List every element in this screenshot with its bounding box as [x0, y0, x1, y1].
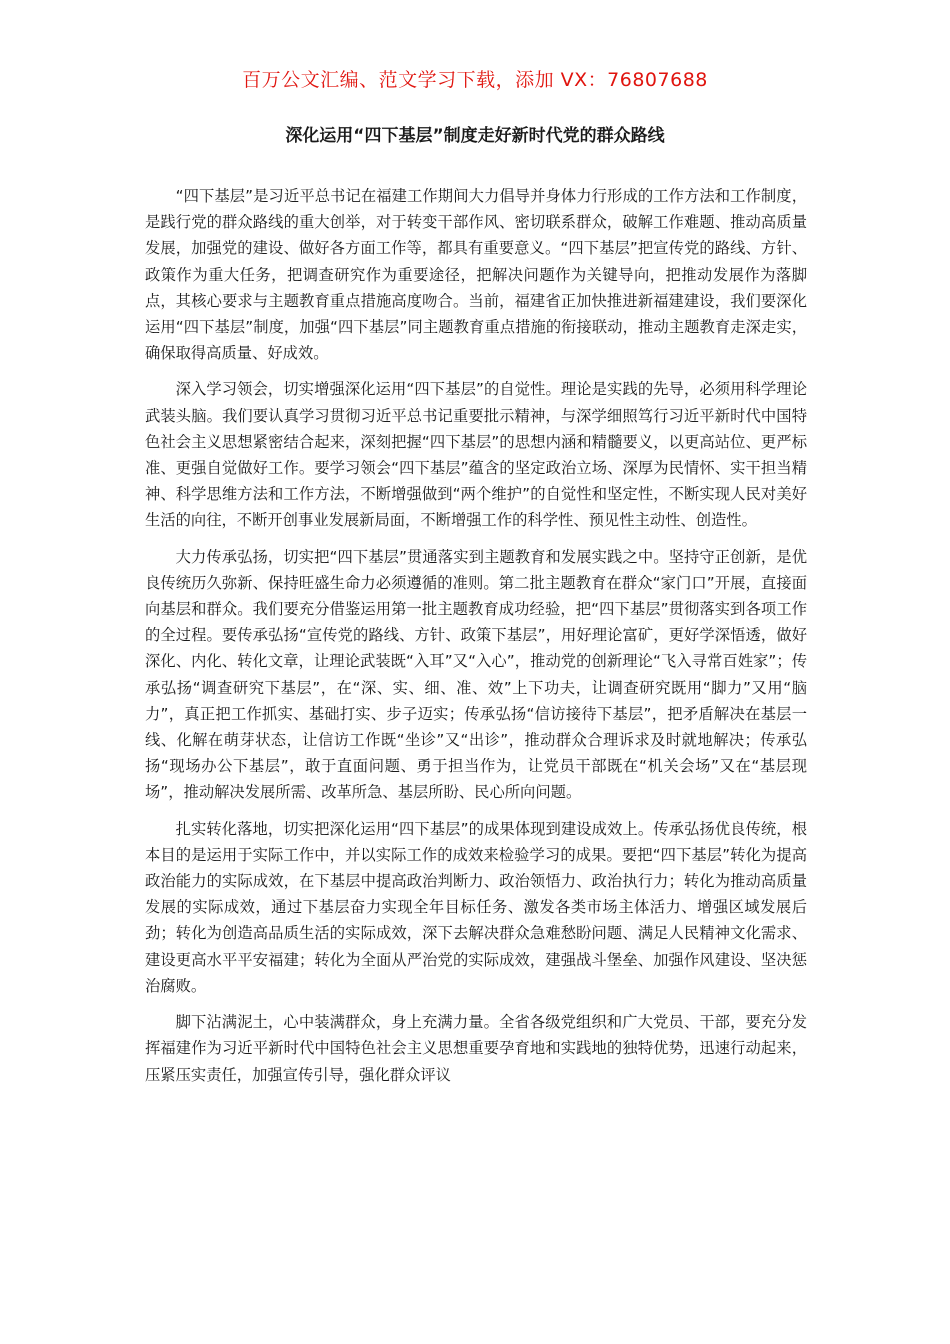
document-body	[145, 183, 807, 1098]
paragraph-5: 脚下沾满泥土，心中装满群众，身上充满力量。全省各级党组织和广大党员、干部，要充分发挥福建作为习近平新时代中国特色社会主义思想重要孕育地和实践地的独特优势，迅速行动起来，压紧压实责任，加强宣传引导，强化群众评议	[145, 1013, 807, 1084]
paragraph-1: “四下基层”是习近平总书记在福建工作期间大力倡导并身体力行形成的工作方法和工作制度，是践行党的群众路线的重大创举，对于转变干部作风、密切联系群众，破解工作难题、推动高质量发展，加强党的建设、做好各方面工作等，都具有重要意义。“四下基层”把宣传党的路线、方针、政策作为重大任务，把调查研究作为重要途径，把解决问题作为关键导向，把推动发展作为落脚点，其核心要求与主题教育重点措施高度吻合。当前，福建省正加快推进新福建建设，我们要深化运用“四下基层”制度，加强“四下基层”同主题教育重点措施的衔接联动，推动主题教育走深走实，确保取得高质量、好成效。	[145, 187, 807, 363]
header-banner: 百万公文汇编、范文学习下载，添加 VX：76807688	[242, 69, 708, 91]
document-title: 深化运用“四下基层”制度走好新时代党的群众路线	[285, 126, 665, 146]
paragraph-2: 深入学习领会，切实增强深化运用“四下基层”的自觉性。理论是实践的先导，必须用科学理论武装头脑。我们要认真学习贯彻习近平总书记重要批示精神，与深学细照笃行习近平新时代中国特色社会主义思想紧密结合起来，深刻把握“四下基层”的思想内涵和精髓要义，以更高站位、更严标准、更强自觉做好工作。要学习领会“四下基层”蕴含的坚定政治立场、深厚为民情怀、实干担当精神、科学思维方法和工作方法，不断增强做到“两个维护”的自觉性和坚定性，不断实现人民对美好生活的向往，不断开创事业发展新局面，不断增强工作的科学性、预见性主动性、创造性。	[145, 380, 807, 530]
paragraph-4: 扎实转化落地，切实把深化运用“四下基层”的成果体现到建设成效上。传承弘扬优良传统，根本目的是运用于实际工作中，并以实际工作的成效来检验学习的成果。要把“四下基层”转化为提高政治能力的实际成效，在下基层中提高政治判断力、政治领悟力、政治执行力；转化为推动高质量发展的实际成效，通过下基层奋力实现全年目标任务、激发各类市场主体活力、增强区域发展后劲；转化为创造高品质生活的实际成效，深下去解决群众急难愁盼问题、满足人民精神文化需求、建设更高水平平安福建；转化为全面从严治党的实际成效，建强战斗堡垒、加强作风建设、坚决惩治腐败。	[145, 819, 807, 995]
paragraph-3: 大力传承弘扬，切实把“四下基层”贯通落实到主题教育和发展实践之中。坚持守正创新，是优良传统历久弥新、保持旺盛生命力必须遵循的准则。第二批主题教育在群众“家门口”开展，直接面向基层和群众。我们要充分借鉴运用第一批主题教育成功经验，把“四下基层”贯彻落实到各项工作的全过程。要传承弘扬“宣传党的路线、方针、政策下基层”，用好理论富矿，更好学深悟透，做好深化、内化、转化文章，让理论武装既“入耳”又“入心”，推动党的创新理论“飞入寻常百姓家”；传承弘扬“调查研究下基层”，在“深、实、细、准、效”上下功夫，让调查研究既用“脚力”又用“脑力”，真正把工作抓实、基础打实、步子迈实；传承弘扬“信访接待下基层”，把矛盾解决在基层一线、化解在萌芽状态，让信访工作既“坐诊”又“出诊”，推动群众合理诉求及时就地解决；传承弘扬“现场办公下基层”，敢于直面问题、勇于担当作为，让党员干部既在“机关会场”又在“基层现场”，推动解决发展所需、改革所急、基层所盼、民心所向问题。	[145, 547, 807, 802]
